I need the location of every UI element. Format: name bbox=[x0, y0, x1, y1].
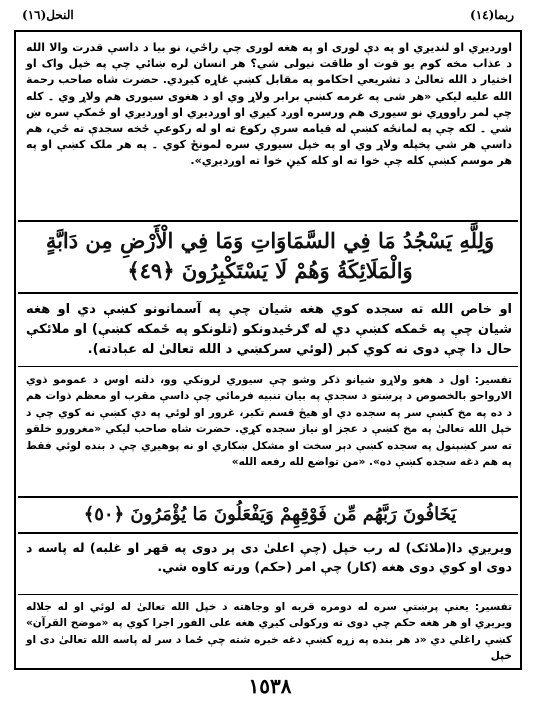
tafsir-label: تفسیر: bbox=[474, 601, 513, 613]
surah-title: النحل(١٦) bbox=[22, 8, 74, 22]
tafsir-label: تفسیر: bbox=[474, 374, 512, 386]
commentary-paragraph-1: اوردیږي او لندیږي او په دې لوری او په هغه لوری چې راځي، نو بیا د داسې قدرت والا الله د عذاب مخه کوم یو قوت او طاقت نیولی شي؟ هر انسان لره ښائي چې په خپل واک او اختیار د الله تعالیٰ د تشریعي احکامو په مقابل کښې غاړه کیږدي. حضرت شاه صاحب رحمة الله علیه لیکي «هر شی په غرمه کښې برابر ولاړ وي او د هغوی سیوری هم ولاړ وي ۔ کله چې لمر راووړي نو سیوری هم ورسره اوږد کیږي او اوږدیږي او اوږدیږي او ځمکې سره ښ شي ۔ لکه چې په لمانځه کښې له قیامه سرې رکوع ته او له رکوعې ځخه سجدې ته ځي، هم داسې هر شي پخپله ولاړ وي او په خپل سیوري سره لمونځ کوي ۔ په هر ملک کښې او په هر موسم کښې کله چې خوا ته او کله کیڼ خوا ته اوږدیږي». bbox=[26, 41, 512, 168]
divider-before-tafsir-1 bbox=[18, 366, 518, 367]
divider-before-ayah-1 bbox=[18, 220, 518, 222]
quran-verse-50: يَخَافُونَ رَبَّهُم مِّن فَوْقِهِمْ وَيَفْعَلُونَ مَا يُؤْمَرُونَ ﴿٥٠﴾ bbox=[83, 504, 457, 525]
divider-after-ayah-2 bbox=[18, 532, 518, 534]
page-number: ١٥٣٨ bbox=[248, 674, 292, 698]
footer-rule bbox=[18, 668, 518, 670]
translation-paragraph-49: او خاص الله ته سجده کوي هغه شیان چې په آسمانونو کښې دي او هغه شیان چې په ځمکه کښې دي له ګرځیدونکو (تلونکو په ځمکه کښې) او ملائکې حال دا چې دوی نه کوي کبر (لوئي سرکښي د الله تعالیٰ له عبادته). bbox=[26, 302, 512, 357]
tafsir-text: اول د هغو ولاړو شیانو ذکر وشو چې سیوري لرونکي وو، دلته اوس د عمومو ذوي الارواحو بالخصوص د پرښتو د سجدې په بیان تنبیه فرمائي چې داسې مقرب او معظم ذوات هم د ده په مخ کښې سر په سجده دي او هیڅ قسم تکبر، غرور او لوئي په دې کښې نه کوي چې د خپل الله تعالیٰ په مخ کښې د عجز او نیاز سجده کړي. حضرت شاه صاحب لیکي «مغرورو خلقو ته سر کښېنول په سجده کښې دېر سخت او مشکل ښکاري او نه پوهیږي چې د بنده لوئي فقط په هم دغه سجده کښې ده». «من تواضع لله رفعه الله» bbox=[26, 374, 512, 469]
divider-before-ayah-2 bbox=[18, 496, 518, 498]
header-rule bbox=[18, 30, 518, 32]
juz-title: ربما(١٤) bbox=[470, 8, 514, 22]
page-header bbox=[18, 8, 518, 28]
translation-paragraph-50: ویریږي دا(ملائک) له رب خپل (چې اعلیٰ دی پر دوی په قهر او غلبه) له پاسه د دوی او کوي دوی هغه (کار) چې امر (حکم) ورته کاوه شي. bbox=[26, 540, 512, 574]
divider-after-ayah-1 bbox=[18, 292, 518, 294]
tafsir-paragraph-49 bbox=[26, 372, 512, 470]
tafsir-text: یعنې پرښتې سره له دومره قربه او وجاهته د خپل الله تعالیٰ له لوئي او له جلاله ویریږي او هر هغه حکم چې دوی ته ورکولی کیږي هغه علی الفور اجرا کوي په «موضح القرآن» کښې راغلي دي «د هر بنده په زړه کښې دغه خبره شته چې ځما د سر له پاسه الله تعالیٰ دی او خپل bbox=[26, 601, 512, 663]
quran-verse-49: وَلِلَّهِ يَسْجُدُ مَا فِي السَّمَاوَاتِ وَمَا فِي الْأَرْضِ مِن دَابَّةٍ وَالْمَلَائِكَةُ وَهُمْ لَا يَسْتَكْبِرُونَ ﴿٤٩﴾ bbox=[45, 228, 495, 283]
divider-before-tafsir-2 bbox=[18, 594, 518, 595]
tafsir-paragraph-50 bbox=[26, 599, 512, 665]
